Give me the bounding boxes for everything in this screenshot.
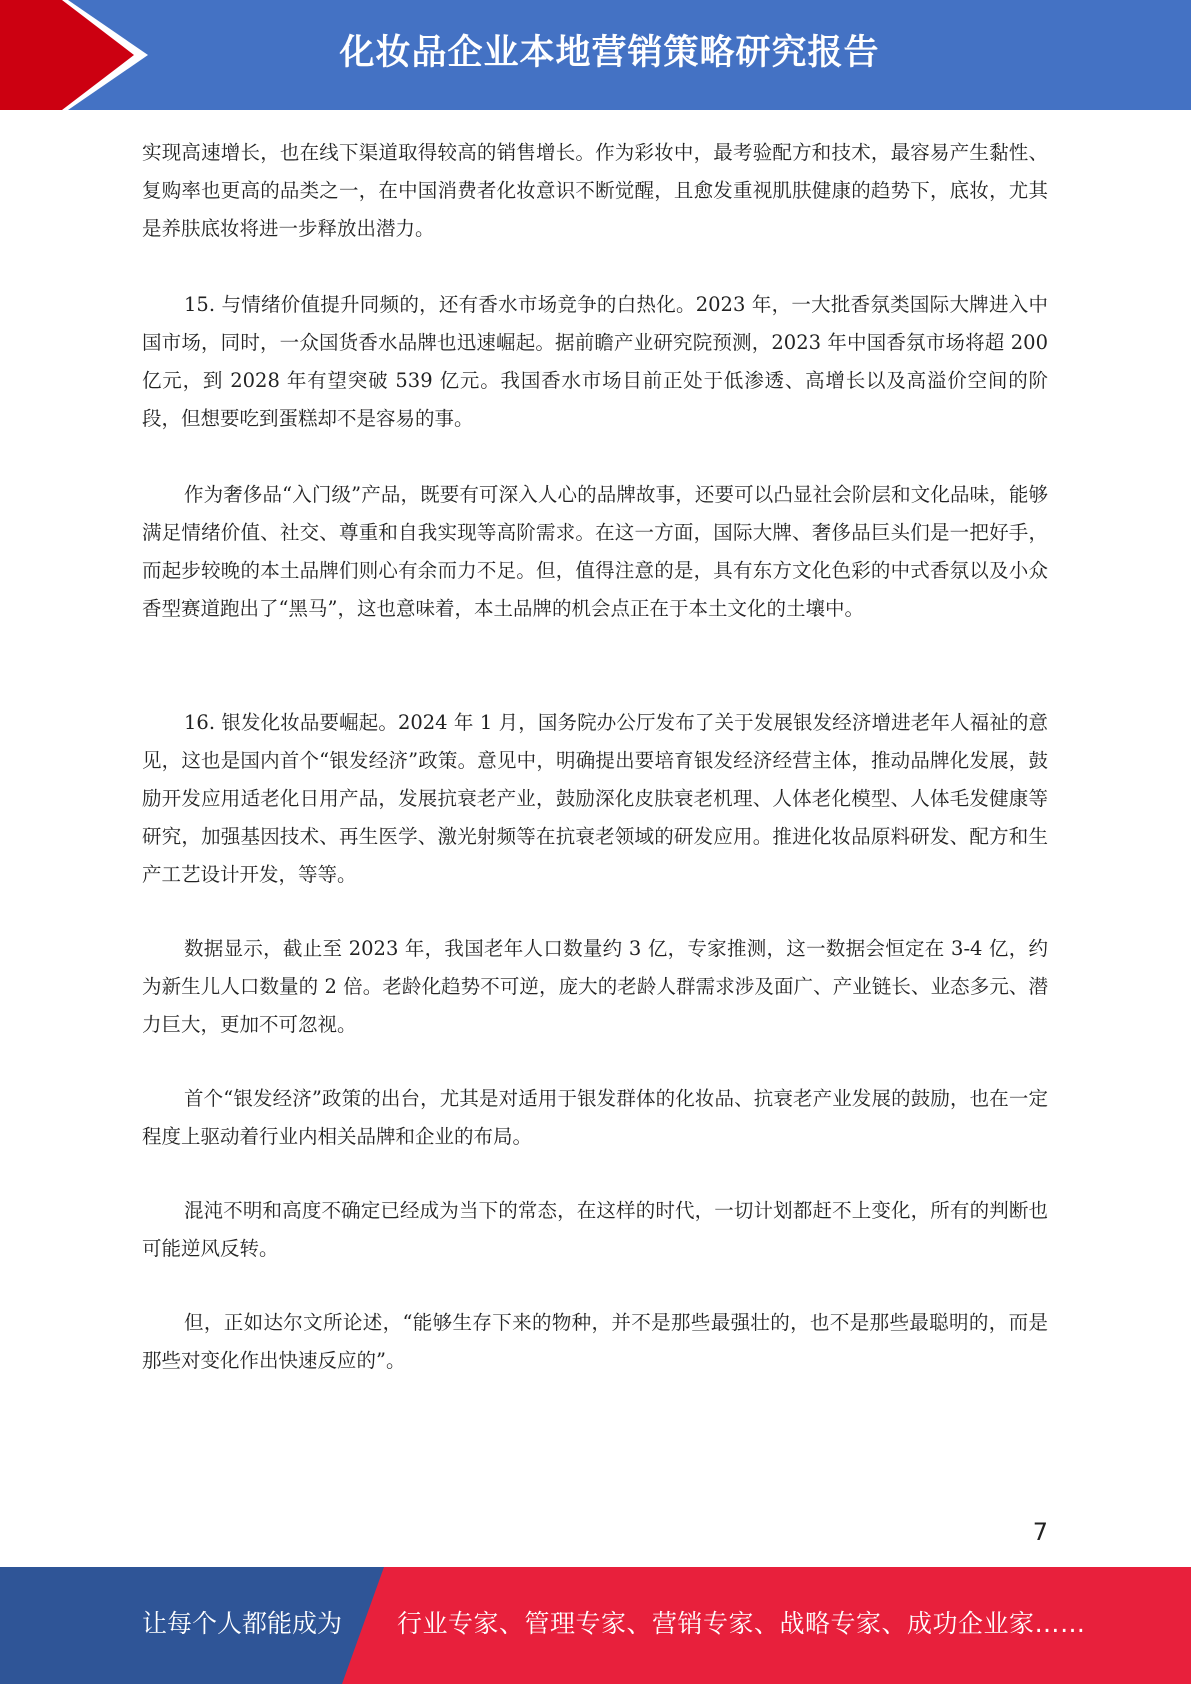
paragraph: 实现高速增长，也在线下渠道取得较高的销售增长。作为彩妆中，最考验配方和技术，最容易产生黏性、复购率也更高的品类之一，在中国消费者化妆意识不断觉醒，且愈发重视肌肤健康的趋势下，底妆，尤其是养肤底妆将进一步释放出潜力。 — [142, 141, 1048, 240]
footer-slogan-lead: 让每个人都能成为 — [142, 1609, 343, 1638]
header-band — [0, 0, 1191, 110]
paragraph: 15. 与情绪价值提升同频的，还有香水市场竞争的白热化。2023 年，一大批香氛类国际大牌进入中国市场，同时，一众国货香水品牌也迅速崛起。据前瞻产业研究院预测，2023 年中国香氛市场将超 200 亿元，到 2028 年有望突破 539 亿元。我国香水市场目前正处于低渗透、高增长以及高溢价空间的阶段，但想要吃到蛋糕却不是容易的事。 — [142, 293, 1048, 430]
footer-slogan-roles: 行业专家、管理专家、营销专家、战略专家、成功企业家…… — [397, 1609, 1086, 1638]
paragraph: 16. 银发化妆品要崛起。2024 年 1 月，国务院办公厅发布了关于发展银发经济增进老年人福祉的意见，这也是国内首个“银发经济”政策。意见中，明确提出要培育银发经济经营主体，推动品牌化发展，鼓励开发应用适老化日用产品，发展抗衰老产业，鼓励深化皮肤衰老机理、人体老化模型、人体毛发健康等研究，加强基因技术、再生医学、激光射频等在抗衰老领域的研发应用。推进化妆品原料研发、配方和生产工艺设计开发，等等。 — [142, 711, 1048, 886]
document-title: 化妆品企业本地营销策略研究报告 — [339, 33, 880, 73]
page-number: 7 — [1032, 1518, 1048, 1546]
paragraph: 混沌不明和高度不确定已经成为当下的常态，在这样的时代，一切计划都赶不上变化，所有的判断也可能逆风反转。 — [142, 1199, 1048, 1260]
paragraph: 作为奢侈品“入门级”产品，既要有可深入人心的品牌故事，还要可以凸显社会阶层和文化品味，能够满足情绪价值、社交、尊重和自我实现等高阶需求。在这一方面，国际大牌、奢侈品巨头们是一把好手，而起步较晚的本土品牌们则心有余而力不足。但，值得注意的是，具有东方文化色彩的中式香氛以及小众香型赛道跑出了“黑马”，这也意味着，本土品牌的机会点正在于本土文化的土壤中。 — [142, 483, 1048, 620]
body-content — [142, 134, 1048, 1380]
paragraph: 但，正如达尔文所论述，“能够生存下来的物种，并不是那些最强壮的，也不是那些最聪明的，而是那些对变化作出快速反应的”。 — [142, 1311, 1048, 1372]
footer-band — [0, 1567, 1191, 1684]
paragraph: 数据显示，截止至 2023 年，我国老年人口数量约 3 亿，专家推测，这一数据会恒定在 3-4 亿，约为新生儿人口数量的 2 倍。老龄化趋势不可逆，庞大的老龄人群需求涉及面广、产业链长、业态多元、潜力巨大，更加不可忽视。 — [142, 937, 1048, 1036]
paragraph: 首个“银发经济”政策的出台，尤其是对适用于银发群体的化妆品、抗衰老产业发展的鼓励，也在一定程度上驱动着行业内相关品牌和企业的布局。 — [142, 1087, 1048, 1148]
